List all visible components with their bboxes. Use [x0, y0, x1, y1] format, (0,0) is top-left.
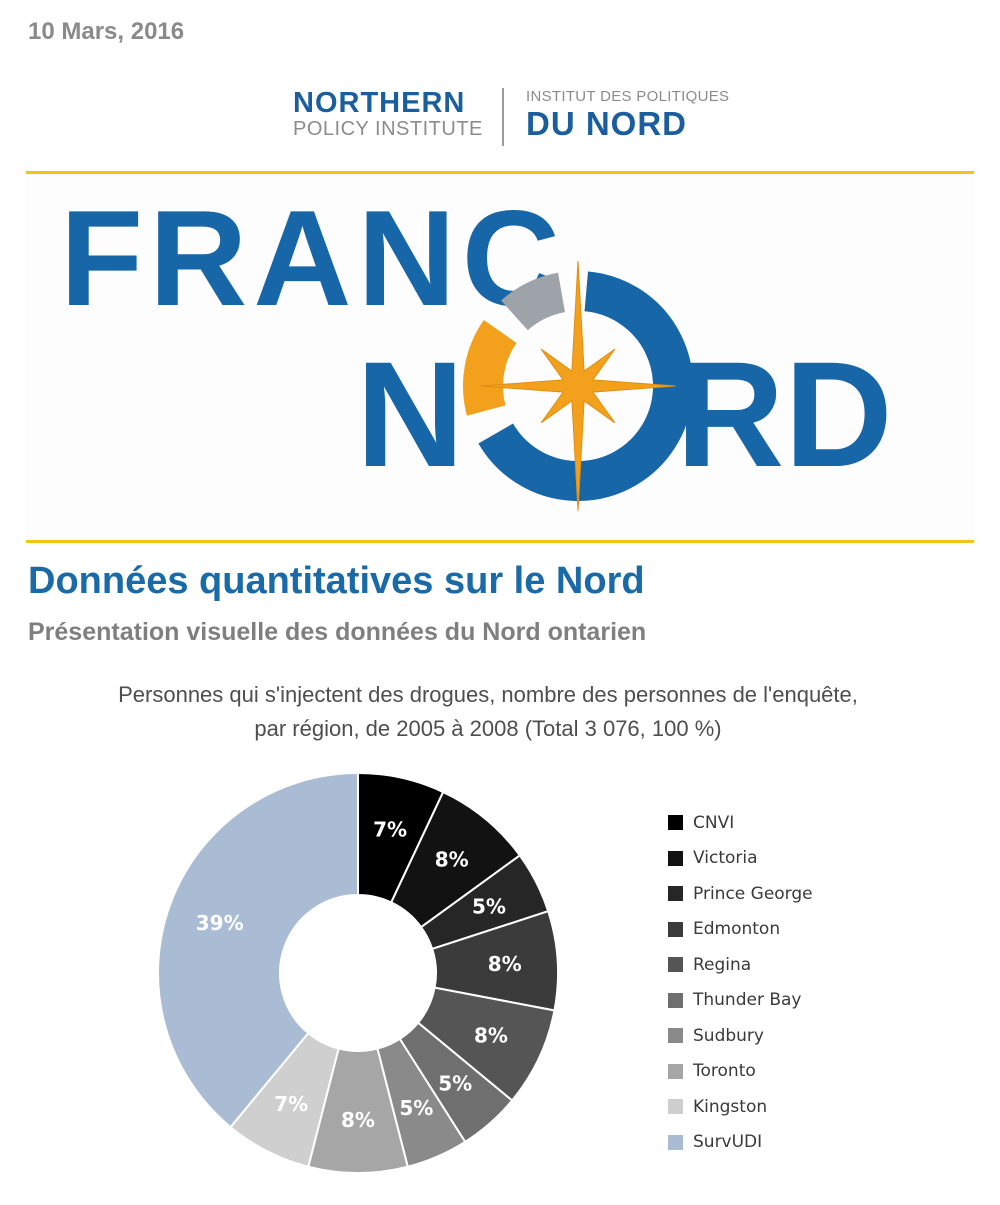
legend-label: Edmonton: [693, 919, 781, 940]
legend-swatch: [668, 1064, 683, 1079]
legend-item-kingston: [668, 1089, 813, 1125]
logo-english-subtitle: POLICY INSTITUTE: [293, 118, 483, 140]
data-label-cnvi: 7%: [373, 817, 408, 842]
franc-nord-banner: [26, 174, 974, 540]
legend-swatch: [668, 815, 683, 830]
data-label-regina: 8%: [474, 1023, 508, 1048]
legend-label: SurvUDI: [693, 1132, 763, 1153]
legend-label: Thunder Bay: [693, 990, 802, 1011]
legend-item-thunder-bay: [668, 983, 813, 1019]
logo-french-title: DU NORD: [526, 105, 687, 142]
data-label-survudi: 39%: [195, 911, 244, 936]
legend-swatch: [668, 957, 683, 972]
legend-item-cnvi: [668, 805, 813, 841]
nord-o-gray-segment-icon: [514, 292, 561, 315]
page-heading: Données quantitatives sur le Nord: [28, 560, 645, 602]
institute-logo[interactable]: [0, 82, 1000, 152]
banner-nord-logo: [26, 174, 974, 540]
nord-o-orange-segment-icon: [483, 332, 500, 411]
legend-swatch: [668, 993, 683, 1008]
chart-title-line-2: par région, de 2005 à 2008 (Total 3 076, 100 %): [254, 716, 722, 741]
legend-label: Sudbury: [693, 1025, 764, 1046]
legend-swatch: [668, 1028, 683, 1043]
logo-divider: [502, 88, 504, 146]
data-label-edmonton: 8%: [487, 951, 522, 976]
legend-swatch: [668, 886, 683, 901]
legend-swatch: [668, 1135, 683, 1150]
legend-label: Toronto: [693, 1061, 756, 1082]
logo-english-title: NORTHERN: [293, 87, 466, 119]
legend-swatch: [668, 1099, 683, 1114]
chart-title-line-1: Personnes qui s'injectent des drogues, nombre des personnes de l'enquête,: [118, 682, 858, 707]
legend-label: Prince George: [693, 883, 813, 904]
legend-item-edmonton: [668, 912, 813, 948]
legend-item-prince-george: [668, 876, 813, 912]
donut-chart: [0, 760, 640, 1200]
legend-item-toronto: [668, 1054, 813, 1090]
legend-item-victoria: [668, 841, 813, 877]
publication-date: 10 Mars, 2016: [28, 18, 185, 45]
logo-english: [293, 88, 483, 140]
chart-legend: [668, 805, 813, 1160]
legend-label: Victoria: [693, 848, 758, 869]
chart-title: [0, 678, 976, 746]
banner-word-nord: N RD: [356, 330, 893, 498]
data-label-sudbury: 5%: [399, 1095, 434, 1120]
legend-item-survudi: [668, 1125, 813, 1161]
yellow-divider-bottom: [26, 540, 974, 543]
legend-item-regina: [668, 947, 813, 983]
legend-item-sudbury: [668, 1018, 813, 1054]
data-label-prince-george: 5%: [471, 894, 506, 919]
logo-french-subtitle: INSTITUT DES POLITIQUES: [526, 88, 730, 105]
legend-swatch: [668, 851, 683, 866]
legend-label: Regina: [693, 954, 752, 975]
legend-swatch: [668, 922, 683, 937]
data-label-kingston: 7%: [274, 1091, 309, 1116]
data-label-victoria: 8%: [434, 847, 469, 872]
page-subheading: Présentation visuelle des données du Nord ontarien: [28, 618, 647, 646]
data-label-toronto: 8%: [341, 1108, 375, 1132]
logo-french: [526, 88, 729, 142]
legend-label: CNVI: [693, 812, 735, 833]
banner-word-franc: FRANC: [60, 182, 566, 334]
data-label-thunder-bay: 5%: [438, 1071, 473, 1096]
legend-label: Kingston: [693, 1096, 768, 1117]
